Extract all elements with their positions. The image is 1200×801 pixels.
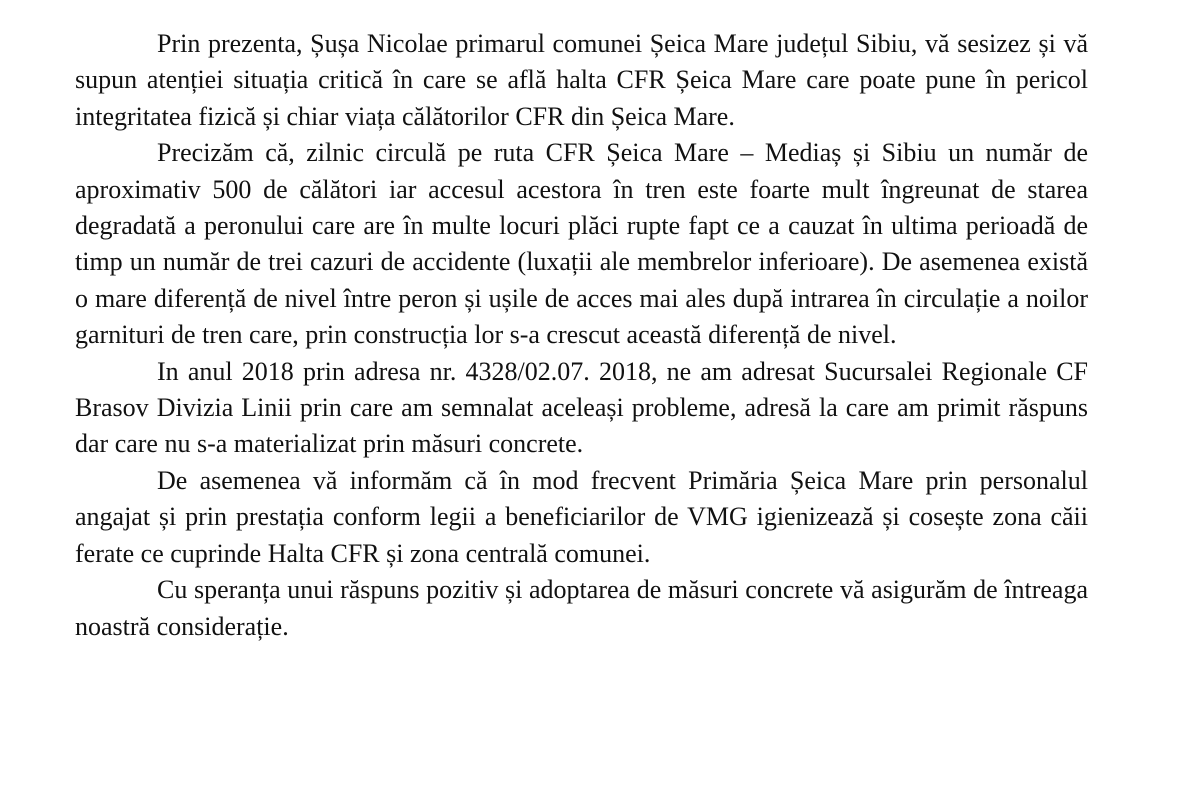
document-body	[75, 26, 1088, 645]
paragraph-introduction: Prin prezenta, Șușa Nicolae primarul comunei Șeica Mare județul Sibiu, vă sesizez și vă supun atenției situația critică în care se află halta CFR Șeica Mare care poate pune în pericol integritatea fizică și chiar viața călătorilor CFR din Șeica Mare.	[75, 29, 1088, 131]
paragraph-previous-request: In anul 2018 prin adresa nr. 4328/02.07. 2018, ne am adresat Sucursalei Regionale CF Brasov Divizia Linii prin care am semnalat aceleași probleme, adresă la care am primit răspuns dar care nu s-a materializat prin măsuri concrete.	[75, 356, 1088, 459]
paragraph-closing: Cu speranța unui răspuns pozitiv și adoptarea de măsuri concrete vă asigurăm de întreaga noastră considerație.	[75, 575, 1088, 641]
paragraph-maintenance: De asemenea vă informăm că în mod frecvent Primăria Șeica Mare prin personalul angajat și prin prestația conform legii a beneficiarilor de VMG igienizează și cosește zona căii ferate ce cuprinde Halta CFR și zona centrală comunei.	[75, 465, 1088, 568]
paragraph-situation: Precizăm că, zilnic circulă pe ruta CFR Șeica Mare – Mediaș și Sibiu un număr de aproximativ 500 de călători iar accesul acestora în tren este foarte mult îngreunat de starea degradată a peronului care are în multe locuri plăci rupte fapt ce a cauzat în ultima perioadă de timp un număr de trei cazuri de accidente (luxații ale membrelor inferioare). De asemenea există o mare diferență de nivel între peron și ușile de acces mai ales după intrarea în circulație a noilor garnituri de tren care, prin construcția lor s-a crescut această diferență de nivel.	[75, 138, 1088, 350]
